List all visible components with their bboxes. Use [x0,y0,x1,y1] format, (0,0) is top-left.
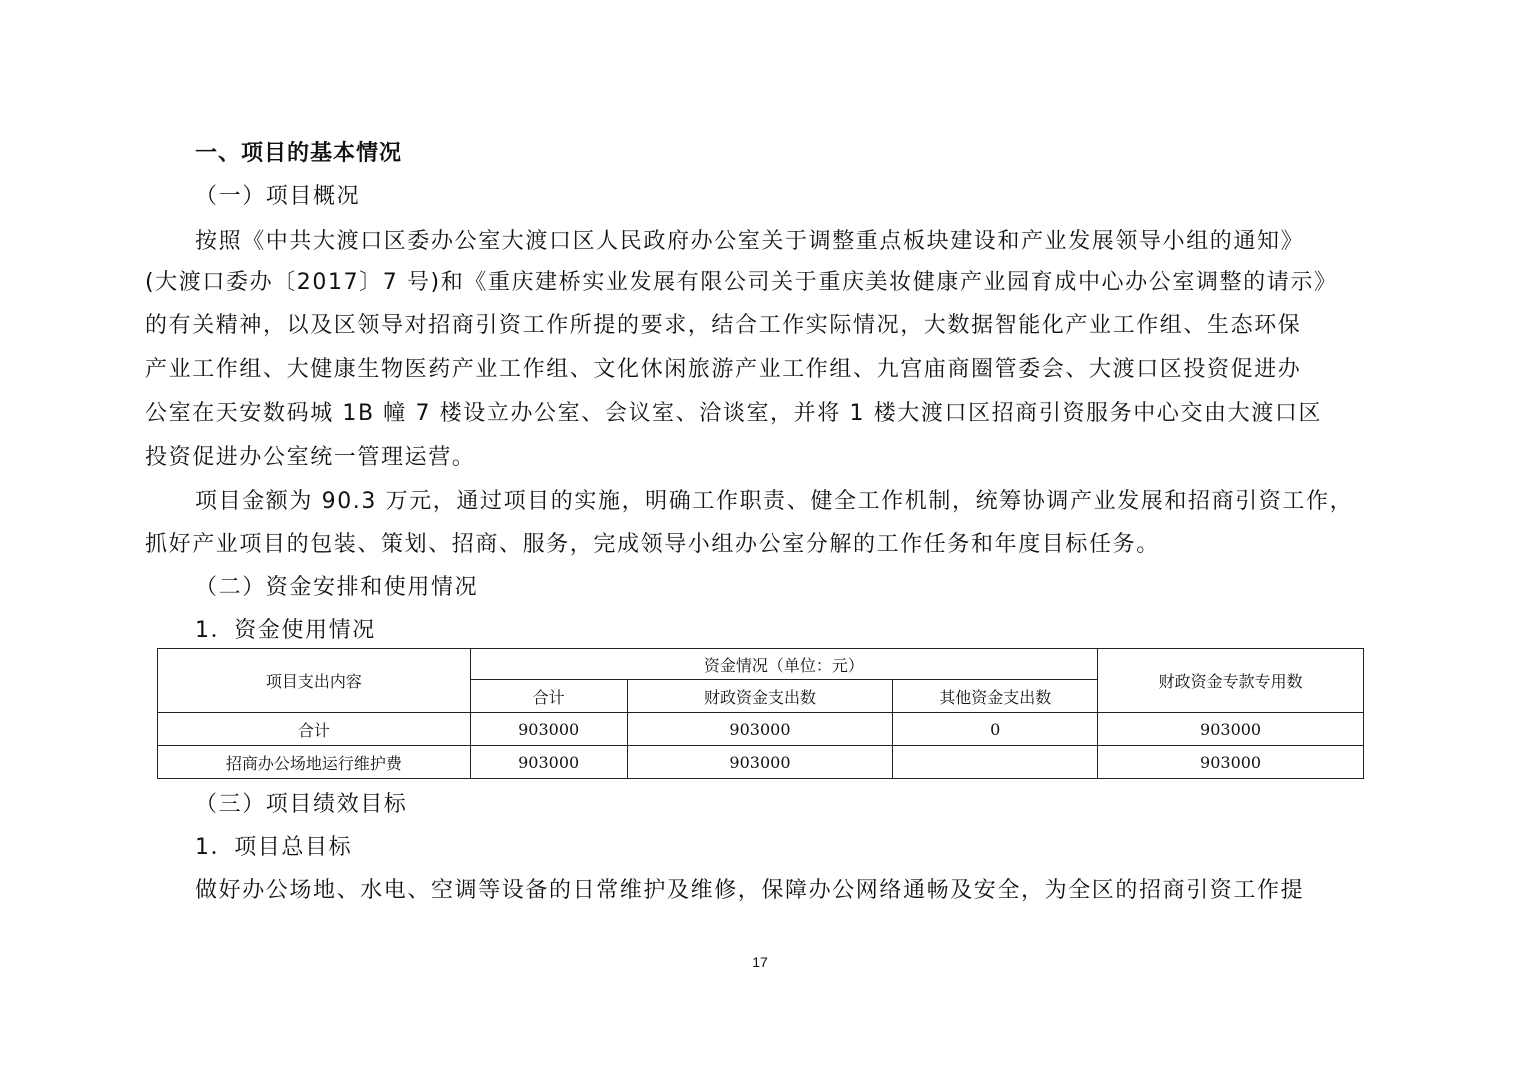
cell-fiscal: 903000 [627,746,893,779]
header-funds-group: 资金情况（单位：元） [470,649,1097,680]
table-row [158,746,1364,779]
cell-other [893,746,1098,779]
cell-item: 招商办公场地运行维护费 [158,746,471,779]
paragraph-1-line-4: 产业工作组、大健康生物医药产业工作组、文化休闲旅游产业工作组、九宫庙商圈管委会、大渡口区投资促进办 [145,357,1302,382]
cell-special: 903000 [1098,713,1364,746]
subsection-heading-1: （一）项目概况 [195,184,361,209]
header-other-column: 其他资金支出数 [893,680,1098,713]
paragraph-2-line-1: 项目金额为 90.3 万元，通过项目的实施，明确工作职责、健全工作机制，统筹协调产业发展和招商引资工作， [195,489,1354,514]
table-row [158,713,1364,746]
cell-other: 0 [893,713,1098,746]
cell-total: 903000 [470,713,627,746]
subsection-heading-2: （二）资金安排和使用情况 [195,575,479,600]
page-number: 17 [752,954,768,970]
paragraph-1-line-2: (大渡口委办〔2017〕7 号)和《重庆建桥实业发展有限公司关于重庆美妆健康产业园育成中心办公室调整的请示》 [145,270,1338,295]
section-heading: 一、项目的基本情况 [195,141,403,166]
paragraph-2-line-2: 抓好产业项目的包装、策划、招商、服务，完成领导小组办公室分解的工作任务和年度目标任务。 [145,532,1160,557]
subsection-item-overall-goal: 1．项目总目标 [195,835,353,860]
header-total-column: 合计 [470,680,627,713]
subsection-item-funds-usage: 1．资金使用情况 [195,618,376,643]
header-item-column: 项目支出内容 [158,649,471,713]
paragraph-1-line-1: 按照《中共大渡口区委办公室大渡口区人民政府办公室关于调整重点板块建设和产业发展领导小组的通知》 [195,229,1305,254]
funds-usage-table [157,648,1364,779]
paragraph-3-line-1: 做好办公场地、水电、空调等设备的日常维护及维修，保障办公网络通畅及安全，为全区的招商引资工作提 [195,878,1305,903]
paragraph-1-line-3: 的有关精神，以及区领导对招商引资工作所提的要求，结合工作实际情况，大数据智能化产业工作组、生态环保 [145,313,1302,338]
cell-special: 903000 [1098,746,1364,779]
header-fiscal-column: 财政资金支出数 [627,680,893,713]
table-header-row [158,649,1364,680]
subsection-heading-3: （三）项目绩效目标 [195,792,408,817]
paragraph-1-line-6: 投资促进办公室统一管理运营。 [145,445,476,470]
cell-total: 903000 [470,746,627,779]
header-special-column: 财政资金专款专用数 [1098,649,1364,713]
paragraph-1-line-5: 公室在天安数码城 1B 幢 7 楼设立办公室、会议室、洽谈室，并将 1 楼大渡口区招商引资服务中心交由大渡口区 [145,401,1323,426]
cell-fiscal: 903000 [627,713,893,746]
cell-item: 合计 [158,713,471,746]
